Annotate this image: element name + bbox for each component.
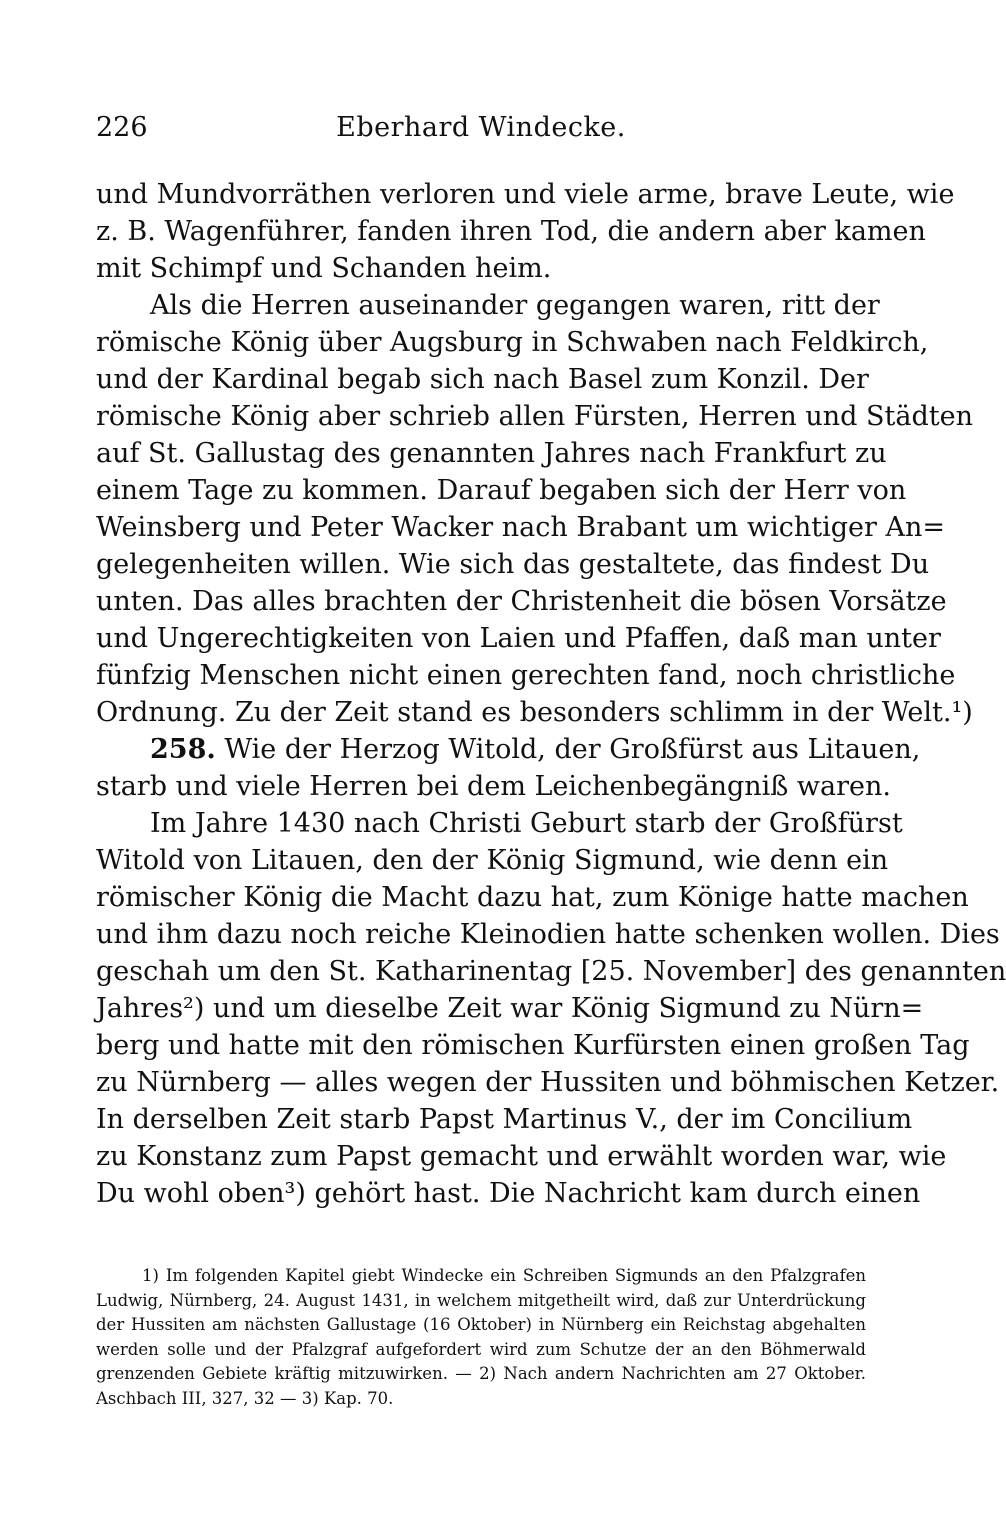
page-header bbox=[96, 112, 866, 152]
text-line: römischer König die Macht dazu hat, zum Könige hatte machen bbox=[96, 882, 969, 913]
text-line: berg und hatte mit den römischen Kurfürsten einen großen Tag bbox=[96, 1030, 970, 1061]
text-line: römische König aber schrieb allen Fürsten, Herren und Städten bbox=[96, 401, 973, 432]
chapter-number: 258. bbox=[150, 734, 216, 765]
body-text bbox=[96, 176, 1006, 1212]
chapter-heading bbox=[96, 731, 921, 768]
text-line: Du wohl oben³) gehört hast. Die Nachricht kam durch einen bbox=[96, 1178, 921, 1209]
text-line: Jahres²) und um dieselbe Zeit war König Sigmund zu Nürn= bbox=[96, 993, 924, 1024]
footnote-line: 1) Im folgenden Kapitel giebt Windecke ein Schreiben Sigmunds an den Pfalzgrafen bbox=[142, 1266, 866, 1285]
text-line: z. B. Wagenführer, fanden ihren Tod, die andern aber kamen bbox=[96, 216, 926, 247]
text-line: und ihm dazu noch reiche Kleinodien hatte schenken wollen. Dies bbox=[96, 919, 1000, 950]
text-line: und Ungerechtigkeiten von Laien und Pfaffen, daß man unter bbox=[96, 623, 941, 654]
text-line: Ordnung. Zu der Zeit stand es besonders schlimm in der Welt.¹) bbox=[96, 697, 973, 728]
page-number: 226 bbox=[96, 112, 148, 143]
text-line: zu Nürnberg — alles wegen der Hussiten und böhmischen Ketzer. bbox=[96, 1067, 1000, 1098]
text-line: auf St. Gallustag des genannten Jahres nach Frankfurt zu bbox=[96, 438, 887, 469]
text-line: geschah um den St. Katharinentag [25. November] des genannten bbox=[96, 956, 1006, 987]
text-line: Witold von Litauen, den der König Sigmund, wie denn ein bbox=[96, 845, 889, 876]
running-head: Eberhard Windecke. bbox=[336, 112, 626, 143]
text-line: römische König über Augsburg in Schwaben nach Feldkirch, bbox=[96, 327, 929, 358]
text-line: Als die Herren auseinander gegangen waren, ritt der bbox=[150, 290, 880, 321]
text-line: unten. Das alles brachten der Christenheit die bösen Vorsätze bbox=[96, 586, 947, 617]
text-line: einem Tage zu kommen. Darauf begaben sich der Herr von bbox=[96, 475, 907, 506]
footnotes bbox=[96, 1264, 866, 1411]
footnote-line: Ludwig, Nürnberg, 24. August 1431, in welchem mitgetheilt wird, daß zur Unterdrückung bbox=[96, 1290, 866, 1310]
text-line: Weinsberg und Peter Wacker nach Brabant um wichtiger An= bbox=[96, 512, 945, 543]
footnote-line: grenzenden Gebiete kräftig mitzuwirken. — 2) Nach andern Nachrichten am 27 Oktober. bbox=[96, 1364, 866, 1383]
text-line: gelegenheiten willen. Wie sich das gestaltete, das findest Du bbox=[96, 549, 930, 580]
footnote-line: Aschbach III, 327, 32 — 3) Kap. 70. bbox=[96, 1388, 394, 1408]
text-line: und der Kardinal begab sich nach Basel zum Konzil. Der bbox=[96, 364, 869, 395]
text-line: In derselben Zeit starb Papst Martinus V., der im Concilium bbox=[96, 1104, 913, 1135]
chapter-title-line-1: Wie der Herzog Witold, der Großfürst aus Litauen, bbox=[224, 734, 921, 765]
text-line: mit Schimpf und Schanden heim. bbox=[96, 253, 552, 284]
text-line: zu Konstanz zum Papst gemacht und erwählt worden war, wie bbox=[96, 1141, 947, 1172]
chapter-title-line-2: starb und viele Herren bei dem Leichenbegängniß waren. bbox=[96, 771, 891, 802]
footnote-line: der Hussiten am nächsten Gallustage (16 Oktober) in Nürnberg ein Reichstag abgehalten bbox=[96, 1315, 866, 1334]
text-line: und Mundvorräthen verloren und viele arme, brave Leute, wie bbox=[96, 179, 955, 210]
footnote-line: werden solle und der Pfalzgraf aufgefordert wird zum Schutze der an den Böhmerwald bbox=[96, 1339, 866, 1359]
text-line: fünfzig Menschen nicht einen gerechten fand, noch christliche bbox=[96, 660, 956, 691]
text-line: Im Jahre 1430 nach Christi Geburt starb der Großfürst bbox=[150, 808, 903, 839]
